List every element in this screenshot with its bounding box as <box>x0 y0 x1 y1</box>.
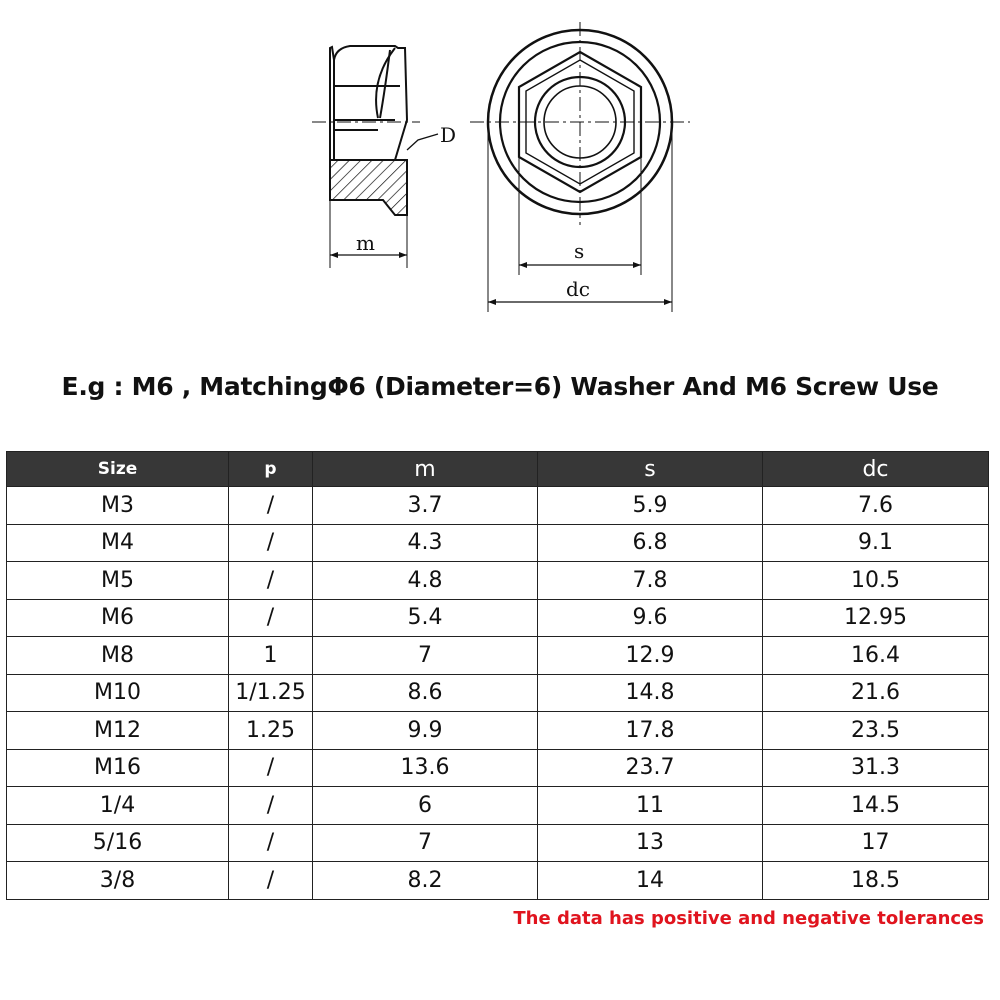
dimension-label-d: D <box>440 123 457 147</box>
cell-m: 5.4 <box>313 599 538 637</box>
cell-p: / <box>229 524 313 562</box>
cell-m: 4.3 <box>313 524 538 562</box>
cell-dc: 23.5 <box>763 712 989 750</box>
table-row <box>7 674 989 712</box>
cell-size: M4 <box>7 524 229 562</box>
cell-dc: 7.6 <box>763 487 989 525</box>
cell-s: 11 <box>538 787 763 825</box>
cell-s: 14 <box>538 862 763 900</box>
table-row <box>7 637 989 675</box>
column-header-p: p <box>229 452 313 487</box>
table-row <box>7 562 989 600</box>
table-row <box>7 824 989 862</box>
cell-size: M6 <box>7 599 229 637</box>
cell-size: M5 <box>7 562 229 600</box>
dimension-label-dc: dc <box>566 277 591 301</box>
cell-size: M10 <box>7 674 229 712</box>
cell-dc: 9.1 <box>763 524 989 562</box>
cell-size: 5/16 <box>7 824 229 862</box>
side-view <box>312 46 438 268</box>
cell-s: 14.8 <box>538 674 763 712</box>
cell-p: / <box>229 562 313 600</box>
cell-p: 1 <box>229 637 313 675</box>
cell-p: 1/1.25 <box>229 674 313 712</box>
table-row <box>7 712 989 750</box>
dimension-label-m: m <box>356 231 375 255</box>
cell-m: 9.9 <box>313 712 538 750</box>
cell-s: 13 <box>538 824 763 862</box>
cell-s: 5.9 <box>538 487 763 525</box>
flange-nut-drawing <box>0 0 1000 340</box>
column-header-m: m <box>313 452 538 487</box>
table-row <box>7 487 989 525</box>
cell-size: M3 <box>7 487 229 525</box>
dimension-table <box>6 451 989 900</box>
cell-s: 7.8 <box>538 562 763 600</box>
cell-dc: 31.3 <box>763 749 989 787</box>
cell-p: 1.25 <box>229 712 313 750</box>
table-row <box>7 524 989 562</box>
cell-m: 8.2 <box>313 862 538 900</box>
column-header-size: Size <box>7 452 229 487</box>
cell-dc: 17 <box>763 824 989 862</box>
cell-s: 17.8 <box>538 712 763 750</box>
example-headline: E.g : M6 , MatchingΦ6 (Diameter=6) Washer And M6 Screw Use <box>61 372 939 401</box>
cell-dc: 14.5 <box>763 787 989 825</box>
cell-p: / <box>229 599 313 637</box>
cell-dc: 10.5 <box>763 562 989 600</box>
cell-m: 3.7 <box>313 487 538 525</box>
column-header-s: s <box>538 452 763 487</box>
cell-size: M16 <box>7 749 229 787</box>
cell-p: / <box>229 824 313 862</box>
table-row <box>7 599 989 637</box>
cell-size: M12 <box>7 712 229 750</box>
table-row <box>7 787 989 825</box>
table-row <box>7 749 989 787</box>
cell-s: 9.6 <box>538 599 763 637</box>
cell-s: 23.7 <box>538 749 763 787</box>
cell-m: 13.6 <box>313 749 538 787</box>
column-header-dc: dc <box>763 452 989 487</box>
top-view <box>470 22 690 312</box>
cell-p: / <box>229 862 313 900</box>
tolerance-note: The data has positive and negative tolerances <box>513 908 984 929</box>
cell-s: 12.9 <box>538 637 763 675</box>
table-row <box>7 862 989 900</box>
cell-size: 1/4 <box>7 787 229 825</box>
table-header-row <box>7 452 989 487</box>
cell-p: / <box>229 749 313 787</box>
cell-dc: 18.5 <box>763 862 989 900</box>
cell-p: / <box>229 787 313 825</box>
cell-size: M8 <box>7 637 229 675</box>
cell-s: 6.8 <box>538 524 763 562</box>
cell-dc: 21.6 <box>763 674 989 712</box>
cell-dc: 16.4 <box>763 637 989 675</box>
cell-m: 4.8 <box>313 562 538 600</box>
cell-m: 6 <box>313 787 538 825</box>
cell-m: 8.6 <box>313 674 538 712</box>
cell-size: 3/8 <box>7 862 229 900</box>
cell-p: / <box>229 487 313 525</box>
cell-dc: 12.95 <box>763 599 989 637</box>
cell-m: 7 <box>313 637 538 675</box>
dimension-label-s: s <box>574 239 585 263</box>
cell-m: 7 <box>313 824 538 862</box>
